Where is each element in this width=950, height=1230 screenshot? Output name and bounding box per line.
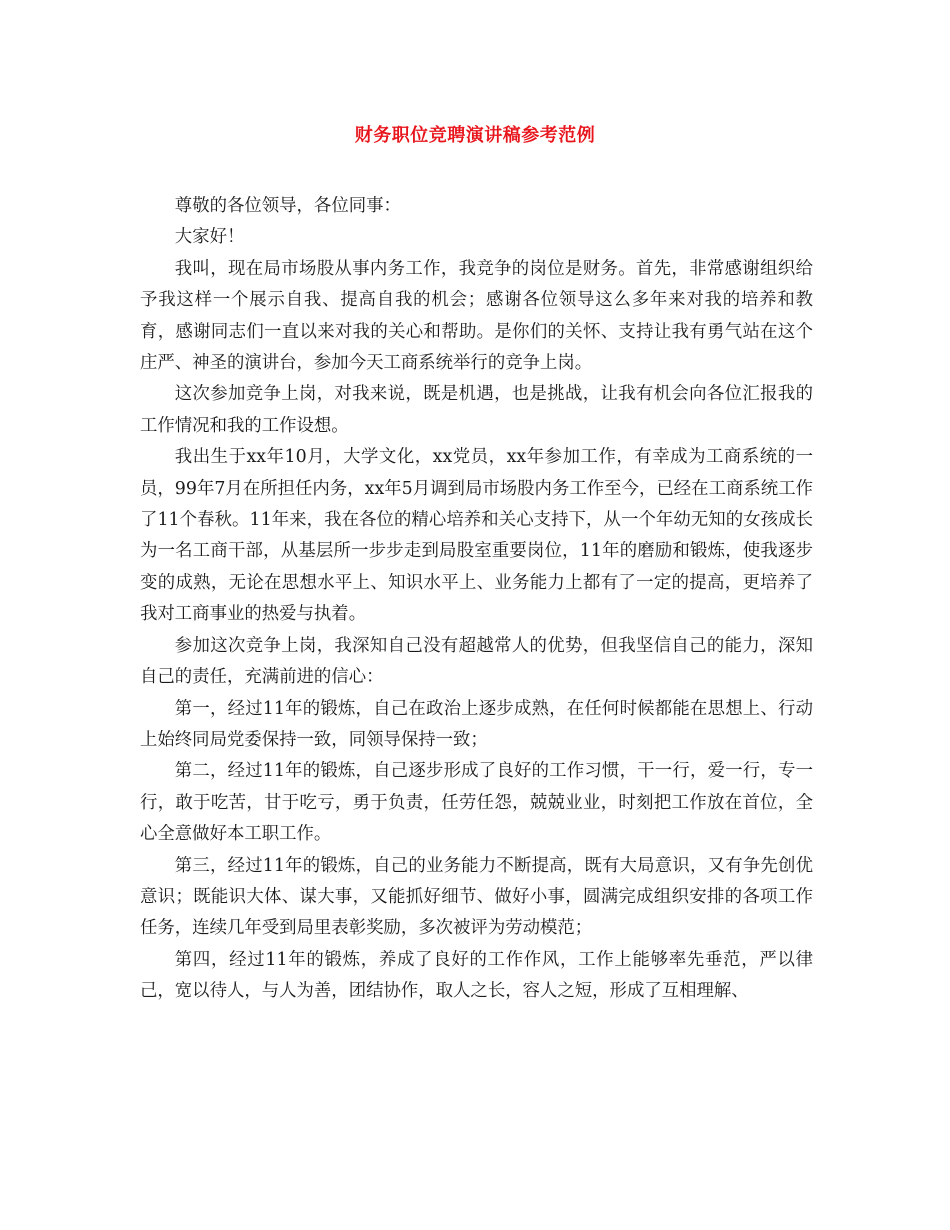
paragraph-confidence: 参加这次竞争上岗，我深知自己没有超越常人的优势，但我坚信自己的能力，深知自己的责任，充满前进的信心： bbox=[140, 635, 813, 688]
paragraph-point-2: 第二，经过11年的锻炼，自己逐步形成了良好的工作习惯，干一行，爱一行，专一行，敢于吃苦，甘于吃亏，勇于负责，任劳任怨，兢兢业业，时刻把工作放在首位，全心全意做好本工职工作。 bbox=[140, 761, 813, 845]
paragraph-point-3: 第三，经过11年的锻炼，自己的业务能力不断提高，既有大局意识，又有争先创优意识；既能识大体、谋大事，又能抓好细节、做好小事，圆满完成组织安排的各项工作任务，连续几年受到局里表彰奖励，多次被评为劳动模范； bbox=[140, 855, 813, 939]
paragraph-greeting: 大家好！ bbox=[174, 227, 245, 248]
document-body bbox=[140, 191, 813, 1008]
paragraph-point-4: 第四，经过11年的锻炼，养成了良好的工作作风，工作上能够率先垂范，严以律己，宽以待人，与人为善，团结协作，取人之长，容人之短，形成了互相理解、 bbox=[140, 949, 813, 1002]
paragraph-introduction: 我叫，现在局市场股从事内务工作，我竞争的岗位是财务。首先，非常感谢组织给予我这样一个展示自我、提高自我的机会；感谢各位领导这么多年来对我的培养和教育，感谢同志们一直以来对我的关心和帮助。是你们的关怀、支持让我有勇气站在这个庄严、神圣的演讲台，参加今天工商系统举行的竞争上岗。 bbox=[140, 258, 813, 374]
paragraph-background: 我出生于xx年10月，大学文化，xx党员，xx年参加工作，有幸成为工商系统的一员，99年7月在所担任内务，xx年5月调到局市场股内务工作至今，已经在工商系统工作了11个春秋。11年来，我在各位的精心培养和关心支持下，从一个年幼无知的女孩成长为一名工商干部，从基层所一步步走到局股室重要岗位，11年的磨励和锻炼，使我逐步变的成熟，无论在思想水平上、知识水平上、业务能力上都有了一定的提高，更培养了我对工商事业的热爱与执着。 bbox=[140, 447, 813, 625]
document-title: 财务职位竞聘演讲稿参考范例 bbox=[354, 125, 596, 146]
paragraph-opportunity: 这次参加竞争上岗，对我来说，既是机遇，也是挑战，让我有机会向各位汇报我的工作情况和我的工作设想。 bbox=[140, 384, 813, 436]
paragraph-point-1: 第一，经过11年的锻炼，自己在政治上逐步成熟，在任何时候都能在思想上、行动上始终同局党委保持一致，同领导保持一致； bbox=[140, 698, 813, 750]
paragraph-salutation: 尊敬的各位领导，各位同事： bbox=[174, 196, 401, 216]
